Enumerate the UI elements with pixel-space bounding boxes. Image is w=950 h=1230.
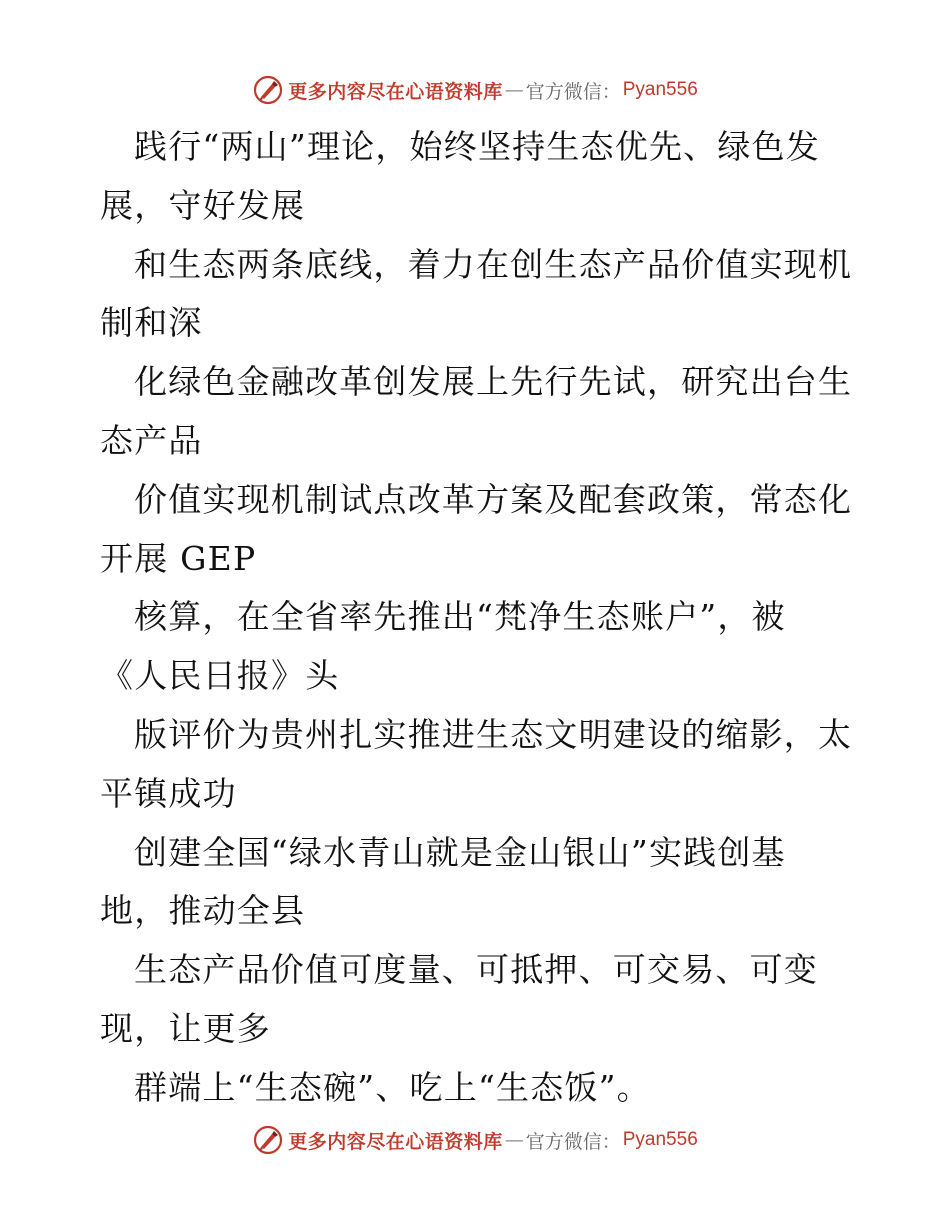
watermark-title: 更多内容尽在心语资料库 (288, 1130, 503, 1153)
watermark-separator: — (504, 79, 524, 101)
body-line: 版评价为贵州扎实推进生态文明建设的缩影，太 (134, 714, 853, 754)
watermark-wechat-label: 官方微信： (525, 1130, 621, 1153)
body-line: 创建全国“绿水青山就是金山银山”实践创基 (134, 832, 786, 872)
footer-watermark (0, 1120, 950, 1160)
watermark-wechat-id: Pyan556 (622, 79, 698, 100)
body-line: 展，守好发展 (100, 185, 306, 225)
watermark-title: 更多内容尽在心语资料库 (288, 80, 503, 103)
watermark-separator: — (504, 1129, 524, 1151)
body-line: 和生态两条底线，着力在创生态产品价值实现机 (134, 244, 853, 284)
watermark-wechat-id: Pyan556 (622, 1129, 698, 1150)
body-line: 制和深 (100, 303, 203, 343)
body-line: 地，推动全县 (100, 891, 306, 931)
pen-logo-icon (252, 1124, 284, 1156)
document-body (100, 118, 860, 1118)
body-line: 群端上“生态碗”、吃上“生态饭”。 (134, 1067, 651, 1107)
pen-logo-icon (252, 74, 284, 106)
body-line: 开展 GEP (100, 538, 257, 578)
body-line: 价值实现机制试点改革方案及配套政策，常态化 (134, 479, 853, 519)
body-line: 态产品 (100, 420, 203, 460)
body-line: 现，让更多 (100, 1008, 271, 1048)
body-line: 化绿色金融改革创发展上先行先试，研究出台生 (134, 362, 853, 402)
body-line: 践行“两山”理论，始终坚持生态优先、绿色发 (134, 127, 820, 166)
watermark-wechat-label: 官方微信： (525, 80, 621, 103)
body-line: 平镇成功 (100, 773, 237, 813)
watermark-content (252, 1124, 698, 1156)
body-line: 生态产品价值可度量、可抵押、可交易、可变 (134, 950, 818, 990)
body-line: 《人民日报》头 (100, 656, 340, 696)
watermark-content (252, 74, 698, 106)
body-line: 核算，在全省率先推出“梵净生态账户”，被 (134, 597, 786, 637)
header-watermark (0, 70, 950, 110)
